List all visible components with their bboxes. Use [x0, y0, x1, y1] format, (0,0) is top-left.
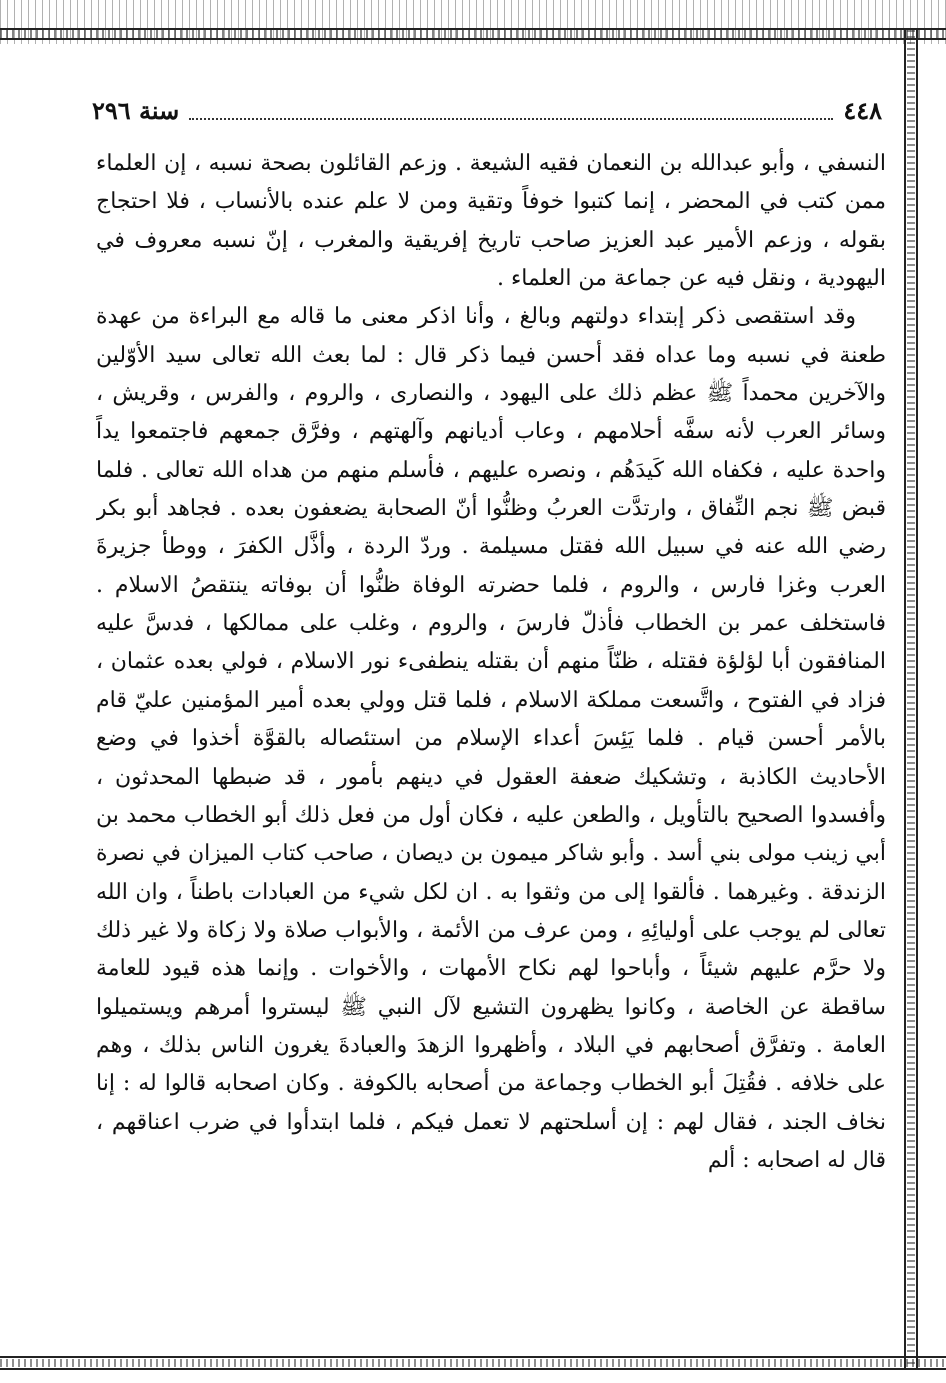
right-border-chain	[907, 30, 915, 1370]
top-border-chain	[0, 30, 946, 38]
paragraph: وقد استقصى ذكر إبتداء دولتهم وبالغ ، وأنا اذكر معنى ما قاله مع البراءة من عهدة طعنة في نسبه وما عداه فقد أحسن فيما ذكر قال : لما بعث الله تعالى سيد الأوّلين والآخرين محمداً ﷺ عظم ذلك على اليهود ، والنصارى ، والروم ، والفرس ، وقريش ، وسائر العرب لأنه سفَّه أحلامهم ، وعاب أديانهم وآلهتهم ، وفرَّق جمعهم فاجتمعوا يداً واحدة عليه ، فكفاه الله كَيدَهُم ، ونصره عليهم ، فأسلم منهم من هداه الله تعالى . فلما قبض ﷺ نجم النِّفاق ، وارتدَّت العربُ وظنُّوا أنّ الصحابة يضعفون بعده . فجاهد أبو بكر رضي الله عنه في سبيل الله فقتل مسيلمة . وردّ الردة ، وأذَّل الكفرَ ، ووطأ جزيرةَ العرب وغزا فارس ، والروم ، فلما حضرته الوفاة ظنُّوا أن بوفاته ينتقصُ الاسلام . فاستخلف عمر بن الخطاب فأذلّ فارسَ ، والروم ، وغلب على ممالكها ، فدسَّ عليه المنافقون أبا لؤلؤة فقتله ، ظنّاً منهم أن بقتله ينطفىء نور الاسلام ، فولي بعده عثمان ، فزاد في الفتوح ، واتَّسعت مملكة الاسلام ، فلما قتل وولي بعده أمير المؤمنين عليّ قام بالأمر أحسن قيام . فلما يَئِسَ أعداء الإسلام من استئصاله بالقوَّة أخذوا في وضع الأحاديث الكاذبة ، وتشكيك ضعفة العقول في دينهم بأمور ، قد ضبطها المحدثون ، وأفسدوا الصحيح بالتأويل ، والطعن عليه ، فكان أول من فعل ذلك أبو الخطاب محمد بن أبي زينب مولى بني أسد . وأبو شاكر ميمون بن ديصان ، صاحب كتاب الميزان في نصرة الزندقة . وغيرهما . فألقوا إلى من وثقوا به . ان لكل شيء من العبادات باطناً ، وان الله تعالى لم يوجب على أوليائِهِ ، ومن عرف من الأئمة ، والأبواب صلاة ولا زكاة ولا غير ذلك ولا حرَّم عليهم شيئاً ، وأباحوا لهم نكاح الأمهات ، والأخوات . وإنما هذه قيود للعامة ساقطة عن الخاصة ، وكانوا يظهرون التشيع لآل النبي ﷺ ليستروا أمرهم ويستميلوا العامة . وتفرَّق أصحابهم في البلاد ، وأظهروا الزهدَ والعبادةَ يغرون الناس بذلك ، وهم على خلافه . فقُتِلَ أبو الخطاب وجماعة من أصحابه بالكوفة . وكان اصحابه قالوا له : إنا نخاف الجند ، فقال لهم : إن أسلحتهم لا تعمل فيكم ، فلما ابتدأوا في ضرب اعناقهم ، قال له اصحابه : ألم	[96, 304, 886, 1173]
running-title: سنة ٢٩٦	[92, 95, 180, 125]
page-header	[92, 90, 882, 130]
bottom-border-line	[0, 1356, 946, 1358]
header-dotted-leader	[189, 100, 833, 120]
bottom-ornamental-border	[0, 1356, 946, 1370]
right-border-line	[916, 30, 918, 1370]
top-border-line	[0, 38, 946, 40]
right-border-line	[904, 30, 906, 1370]
body-text	[96, 145, 886, 1325]
right-ornamental-border	[904, 30, 918, 1370]
bottom-border-chain	[0, 1359, 946, 1367]
bottom-border-line	[0, 1368, 946, 1370]
page-number: ٤٤٨	[843, 95, 882, 125]
paragraph: النسفي ، وأبو عبدالله بن النعمان فقيه الشيعة . وزعم القائلون بصحة نسبه ، إن العلماء ممن كتب في المحضر ، إنما كتبوا خوفاً وتقية ومن لا علم عنده بالأنساب ، فلا احتجاج بقوله ، وزعم الأمير عبد العزيز صاحب تاريخ إفريقية والمغرب ، إنّ نسبه معروف في اليهودية ، ونقل فيه عن جماعة من العلماء .	[96, 151, 886, 292]
